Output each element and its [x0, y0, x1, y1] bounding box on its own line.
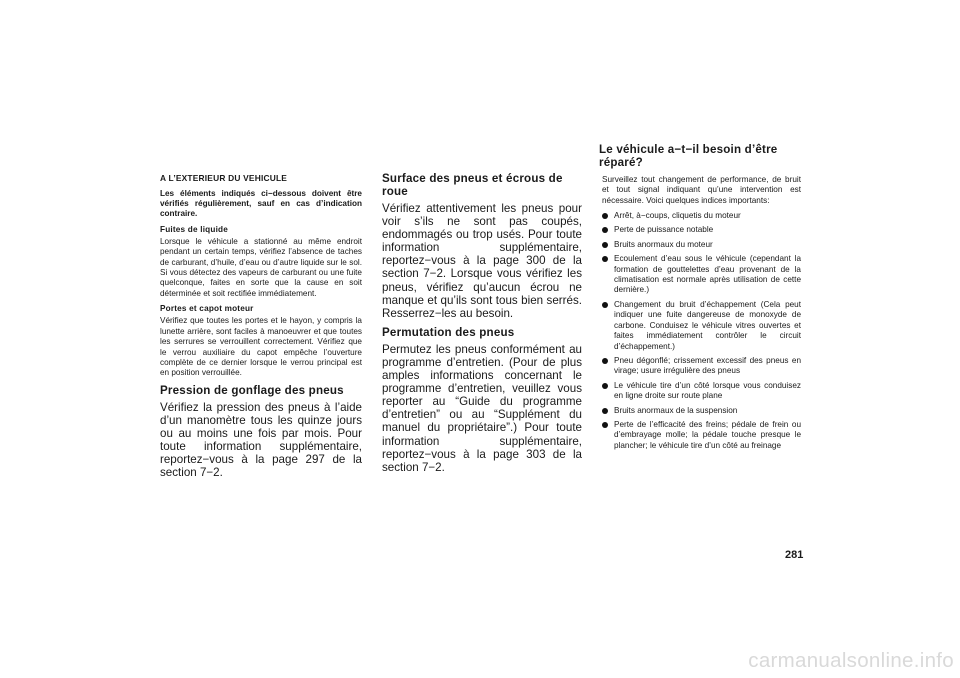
list-item: Perte de puissance notable — [599, 225, 801, 235]
exterior-intro: Les éléments indiqués ci−dessous doivent être vérifiés régulièrement, sauf en cas d’indication contraire. — [160, 189, 362, 219]
repair-intro: Surveillez tout changement de performance, de bruit et tout signal indiquant qu’une intervention est nécessaire. Voici quelques indices importants: — [602, 174, 801, 205]
list-item: Bruits anormaux de la suspension — [599, 406, 801, 416]
list-item: Bruits anormaux du moteur — [599, 240, 801, 250]
bullet-icon — [602, 383, 608, 389]
tire-surface-text: Vérifiez attentivement les pneus pour voir s’ils ne sont pas coupés, endommagés ou trop usés. Pour toute information supplémentaire, reportez−vous à la page 300 de la section 7−2. Lorsque vous vérifiez les pneus, vérifiez qu’aucun écrou ne manque et qu’ils sont tous bien serrés. Resserrez−les au besoin. — [382, 202, 582, 320]
exterior-heading: A L’EXTERIEUR DU VEHICULE — [160, 173, 288, 183]
column-middle — [382, 172, 582, 480]
list-item: Ecoulement d’eau sous le véhicule (cependant la formation de gouttelettes d’eau provenant de la climatisation est normale après utilisation de cette dernière.) — [599, 254, 801, 296]
bullet-icon — [602, 302, 608, 308]
bullet-icon — [602, 422, 608, 428]
bullet-icon — [602, 213, 608, 219]
tire-pressure-title: Pression de gonflage des pneus — [160, 383, 344, 397]
tire-pressure-text: Vérifiez la pression des pneus à l’aide d’un manomètre tous les quinze jours ou au moins une fois par mois. Pour toute information supplémentaire, reportez−vous à la page 297 de la section 7−2. — [160, 400, 362, 480]
tire-rotation-text: Permutez les pneus conformément au programme d’entretien. (Pour de plus amples informations concernant le programme d’entretien, veuillez vous reporter au “Guide du programme d’entretien” ou au “Supplément du manuel du propriétaire”.) Pour toute information supplémentaire, reportez−vous à la page 303 de la section 7−2. — [382, 342, 582, 474]
symptom-list — [599, 211, 801, 451]
doors-text: Vérifiez que toutes les portes et le hayon, y compris la lunette arrière, sont faciles à manoeuvrer et que toutes les serrures se verrouillent correctement. Vérifiez que le verrou auxiliaire du capot empêche l’ouverture complète de ce dernier lorsque le verrou principal est en position verrouillée. — [160, 316, 362, 378]
list-item: Perte de l’efficacité des freins; pédale de frein ou d’embrayage molle; la pédale touche presque le plancher; le véhicule tire d’un côté au freinage — [599, 420, 801, 451]
list-item: Arrêt, à−coups, cliquetis du moteur — [599, 211, 801, 221]
bullet-icon — [602, 358, 608, 364]
column-left — [160, 173, 362, 485]
leaks-title: Fuites de liquide — [160, 224, 228, 234]
list-item: Changement du bruit d’échappement (Cela peut indiquer une fuite dangereuse de monoxyde de carbone. Conduisez le véhicule vitres ouvertes et faites immédiatement contrôler le circuit d’échappement.) — [599, 300, 801, 352]
page-number: 281 — [785, 549, 804, 561]
list-item: Le véhicule tire d’un côté lorsque vous conduisez en ligne droite sur route plane — [599, 381, 801, 402]
bullet-icon — [602, 227, 608, 233]
doors-title: Portes et capot moteur — [160, 304, 254, 314]
column-right — [599, 143, 801, 455]
repair-needed-title: Le véhicule a−t−il besoin d’être réparé? — [599, 143, 778, 170]
bullet-icon — [602, 242, 608, 248]
tire-surface-title: Surface des pneus et écrous de roue — [382, 172, 563, 198]
watermark: carmanualsonline.info — [748, 649, 954, 672]
leaks-text: Lorsque le véhicule a stationné au même endroit pendant un certain temps, vérifiez l’absence de taches de carburant, d’huile, d’eau ou d’autre liquide sur le sol. Si vous détectez des vapeurs de carburant ou une fuite quelconque, faites en sorte que la cause en soit déterminée et soit rectifiée immédiatement. — [160, 236, 362, 298]
bullet-icon — [602, 256, 608, 262]
list-item: Pneu dégonflé; crissement excessif des pneus en virage; usure irrégulière des pneus — [599, 356, 801, 377]
bullet-icon — [602, 408, 608, 414]
tire-rotation-title: Permutation des pneus — [382, 325, 515, 339]
